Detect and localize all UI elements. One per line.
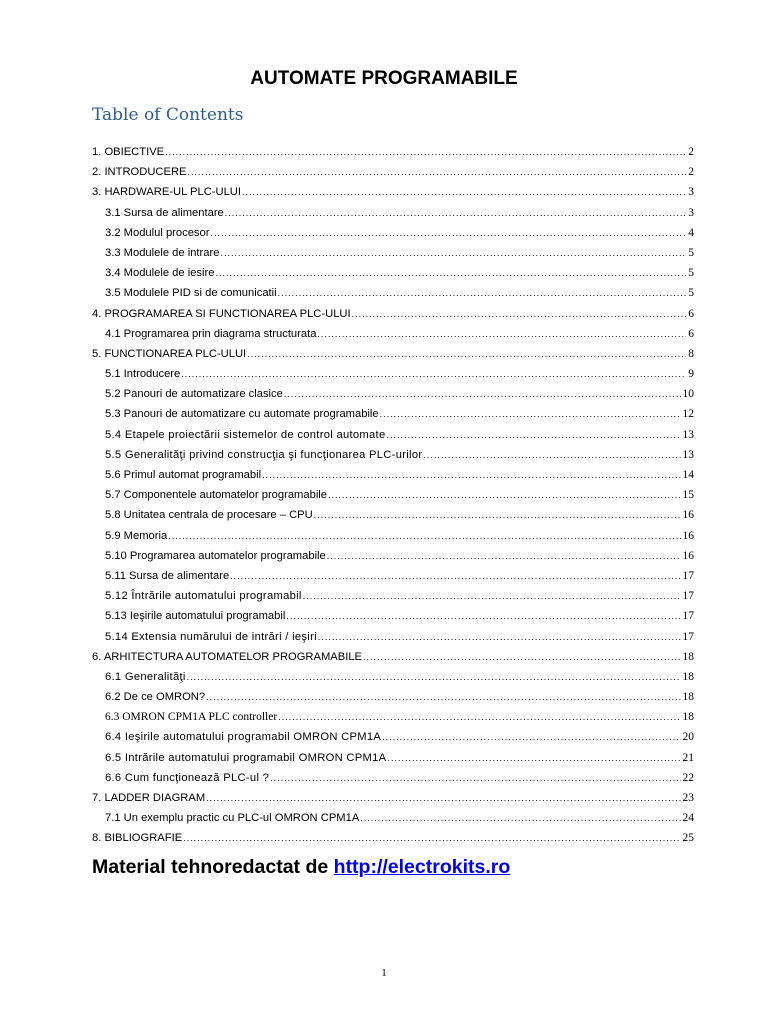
toc-entry[interactable] — [92, 384, 694, 404]
toc-entry-label: 3.4 Modulele de iesire — [105, 267, 215, 280]
toc-entry-page: 22 — [682, 771, 694, 784]
toc-entry-label: 5.6 Primul automat programabil — [105, 469, 262, 481]
toc-entry[interactable] — [92, 788, 694, 808]
toc-entry-page: 18 — [682, 650, 694, 663]
toc-entry-page: 25 — [682, 832, 694, 845]
credit-text: Material tehnoredactat de — [92, 856, 334, 878]
toc-entry-page: 6 — [688, 327, 694, 340]
toc-entry-page: 8 — [688, 347, 694, 360]
toc-leader-dots — [286, 606, 680, 626]
toc-entry-page: 15 — [682, 489, 694, 502]
toc-entry-page: 21 — [682, 751, 694, 764]
toc-entry-page: 3 — [688, 186, 694, 199]
toc-entry-page: 13 — [682, 448, 694, 461]
toc-entry-page: 12 — [682, 408, 694, 421]
page-title: AUTOMATE PROGRAMABILE — [250, 68, 518, 89]
toc-entry-label: 5.10 Programarea automatelor programabile — [105, 549, 326, 562]
toc-leader-dots — [225, 203, 686, 223]
toc-entry[interactable] — [92, 445, 694, 465]
toc-entry-label: 6.4 Ieşirile automatului programabil OMRON CPM1A — [105, 731, 382, 744]
toc-entry-label: 3.5 Modulele PID si de comunicatii — [105, 287, 277, 300]
toc-entry-label: 5. FUNCTIONAREA PLC-ULUI — [92, 347, 247, 360]
toc-entry-page: 17 — [682, 610, 694, 623]
page-number: 1 — [381, 967, 387, 979]
toc-entry-label: 6.2 De ce OMRON? — [105, 691, 206, 704]
toc-leader-dots — [380, 404, 681, 424]
toc-leader-dots — [187, 667, 681, 687]
toc-entry-page: 17 — [682, 630, 694, 643]
toc-leader-dots — [270, 768, 680, 788]
toc-entry-label: 5.2 Panouri de automatizare clasice — [105, 388, 283, 401]
toc-leader-dots — [278, 283, 687, 303]
toc-leader-dots — [352, 304, 687, 324]
toc-entry-label: 5.4 Etapele proiectării sistemelor de control automate — [105, 428, 386, 441]
toc-entry[interactable] — [92, 768, 694, 788]
toc-entry-page: 24 — [682, 812, 694, 825]
toc-leader-dots — [168, 526, 680, 546]
credit-line — [92, 856, 510, 879]
toc-leader-dots — [284, 384, 681, 404]
toc-entry[interactable] — [92, 727, 694, 747]
toc-leader-dots — [206, 788, 680, 808]
toc-entry[interactable] — [92, 707, 694, 727]
table-of-contents — [92, 142, 694, 849]
toc-entry[interactable] — [92, 687, 694, 707]
toc-entry-page: 14 — [682, 469, 694, 481]
toc-entry-label: 7. LADDER DIAGRAM — [92, 792, 206, 804]
toc-leader-dots — [165, 142, 686, 162]
toc-entry-label: 5.3 Panouri de automatizare cu automate programabile — [105, 408, 379, 421]
toc-entry-label: 2. INTRODUCERE — [92, 166, 187, 179]
toc-leader-dots — [247, 344, 686, 364]
toc-entry[interactable] — [92, 566, 694, 586]
toc-entry-label: 6.3 OMRON CPM1A PLC controller — [105, 711, 278, 724]
toc-entry-label: 5.7 Componentele automatelor programabile — [105, 489, 328, 502]
toc-leader-dots — [363, 647, 680, 667]
toc-entry[interactable] — [92, 546, 694, 566]
toc-entry[interactable] — [92, 485, 694, 505]
toc-entry[interactable] — [92, 162, 694, 182]
toc-entry-label: 5.5 Generalităţi privind construcţia şi funcţionarea PLC-urilor — [105, 448, 423, 461]
toc-entry-page: 18 — [682, 670, 694, 683]
toc-entry-page: 4 — [688, 226, 694, 239]
toc-entry[interactable] — [92, 364, 694, 384]
toc-entry-page: 5 — [688, 267, 694, 280]
toc-entry-page: 9 — [688, 368, 694, 381]
toc-entry-page: 6 — [688, 307, 694, 320]
toc-entry-page: 16 — [682, 529, 694, 542]
toc-entry-page: 2 — [688, 146, 694, 158]
toc-leader-dots — [278, 707, 680, 727]
toc-entry[interactable] — [92, 627, 694, 647]
toc-entry-page: 3 — [688, 206, 694, 219]
toc-entry-label: 7.1 Un exemplu practic cu PLC-ul OMRON CPM1A — [105, 812, 360, 825]
toc-entry-page: 2 — [688, 166, 694, 179]
toc-entry-page: 20 — [682, 731, 694, 744]
toc-entry[interactable] — [92, 182, 694, 202]
toc-leader-dots — [423, 445, 680, 465]
toc-entry-label: 5.1 Introducere — [105, 368, 181, 381]
toc-entry[interactable] — [92, 203, 694, 223]
toc-entry[interactable] — [92, 586, 694, 606]
toc-leader-dots — [327, 546, 681, 566]
toc-entry-page: 13 — [682, 428, 694, 441]
toc-entry-label: 1. OBIECTIVE — [92, 146, 165, 158]
credit-link[interactable]: http://electrokits.ro — [333, 856, 511, 878]
toc-entry[interactable] — [92, 142, 694, 162]
toc-entry[interactable] — [92, 606, 694, 626]
toc-entry-page: 10 — [682, 388, 694, 401]
toc-leader-dots — [215, 263, 686, 283]
toc-entry-label: 8. BIBLIOGRAFIE — [92, 832, 183, 845]
toc-entry-page: 23 — [682, 792, 694, 804]
toc-entry[interactable] — [92, 404, 694, 424]
toc-entry[interactable] — [92, 324, 694, 344]
toc-leader-dots — [262, 465, 680, 485]
toc-entry[interactable] — [92, 243, 694, 263]
toc-entry[interactable] — [92, 304, 694, 324]
toc-entry-label: 3.1 Sursa de alimentare — [105, 206, 224, 219]
toc-entry[interactable] — [92, 263, 694, 283]
toc-entry[interactable] — [92, 647, 694, 667]
toc-entry-page: 16 — [682, 549, 694, 562]
toc-entry[interactable] — [92, 425, 694, 445]
toc-entry-label: 3. HARDWARE-UL PLC-ULUI — [92, 186, 241, 199]
toc-entry-label: 6. ARHITECTURA AUTOMATELOR PROGRAMABILE — [92, 650, 363, 663]
toc-leader-dots — [242, 182, 686, 202]
toc-entry[interactable] — [92, 505, 694, 525]
toc-entry-page: 17 — [682, 590, 694, 603]
toc-leader-dots — [382, 727, 680, 747]
toc-entry[interactable] — [92, 283, 694, 303]
toc-leader-dots — [360, 808, 680, 828]
toc-entry[interactable] — [92, 667, 694, 687]
toc-entry-label: 3.3 Modulele de intrare — [105, 246, 220, 259]
toc-entry-page: 5 — [688, 246, 694, 259]
toc-entry-page: 5 — [688, 287, 694, 300]
toc-entry-label: 5.12 Întrările automatului programabil — [105, 590, 302, 603]
toc-entry-label: 5.8 Unitatea centrala de procesare – CPU — [105, 509, 313, 522]
toc-leader-dots — [210, 223, 686, 243]
toc-leader-dots — [303, 586, 681, 606]
toc-entry[interactable] — [92, 526, 694, 546]
toc-leader-dots — [328, 485, 680, 505]
toc-entry-label: 6.1 Generalităţi — [105, 670, 186, 683]
toc-leader-dots — [317, 324, 686, 344]
toc-leader-dots — [387, 425, 681, 445]
toc-leader-dots — [181, 364, 686, 384]
toc-leader-dots — [230, 566, 680, 586]
toc-entry[interactable] — [92, 344, 694, 364]
toc-entry-page: 18 — [682, 711, 694, 724]
toc-leader-dots — [387, 748, 680, 768]
toc-entry-label: 4. PROGRAMAREA SI FUNCTIONAREA PLC-ULUI — [92, 307, 351, 320]
toc-entry-label: 6.6 Cum funcţionează PLC-ul ? — [105, 771, 270, 784]
toc-entry[interactable] — [92, 223, 694, 243]
toc-entry-label: 4.1 Programarea prin diagrama structurata — [105, 327, 317, 340]
toc-entry-page: 16 — [682, 509, 694, 522]
toc-entry-label: 3.2 Modulul procesor — [105, 226, 210, 239]
toc-entry-label: 5.14 Extensia numărului de intrări / ieşiri — [105, 630, 317, 643]
toc-leader-dots — [187, 162, 686, 182]
toc-entry-label: 5.9 Memoria — [105, 529, 168, 542]
toc-entry-label: 5.13 Ieşirile automatului programabil — [105, 610, 286, 623]
toc-entry-page: 18 — [682, 691, 694, 704]
toc-leader-dots — [318, 627, 681, 647]
toc-entry[interactable] — [92, 828, 694, 848]
toc-leader-dots — [314, 505, 681, 525]
toc-entry-label: 6.5 Intrările automatului programabil OMRON CPM1A — [105, 751, 387, 764]
toc-entry[interactable] — [92, 748, 694, 768]
toc-heading: Table of Contents — [92, 105, 244, 125]
toc-leader-dots — [183, 828, 680, 848]
toc-leader-dots — [220, 243, 686, 263]
toc-leader-dots — [206, 687, 680, 707]
toc-entry[interactable] — [92, 465, 694, 485]
toc-entry-label: 5.11 Sursa de alimentare — [105, 569, 230, 582]
toc-entry[interactable] — [92, 808, 694, 828]
toc-entry-page: 17 — [682, 569, 694, 582]
